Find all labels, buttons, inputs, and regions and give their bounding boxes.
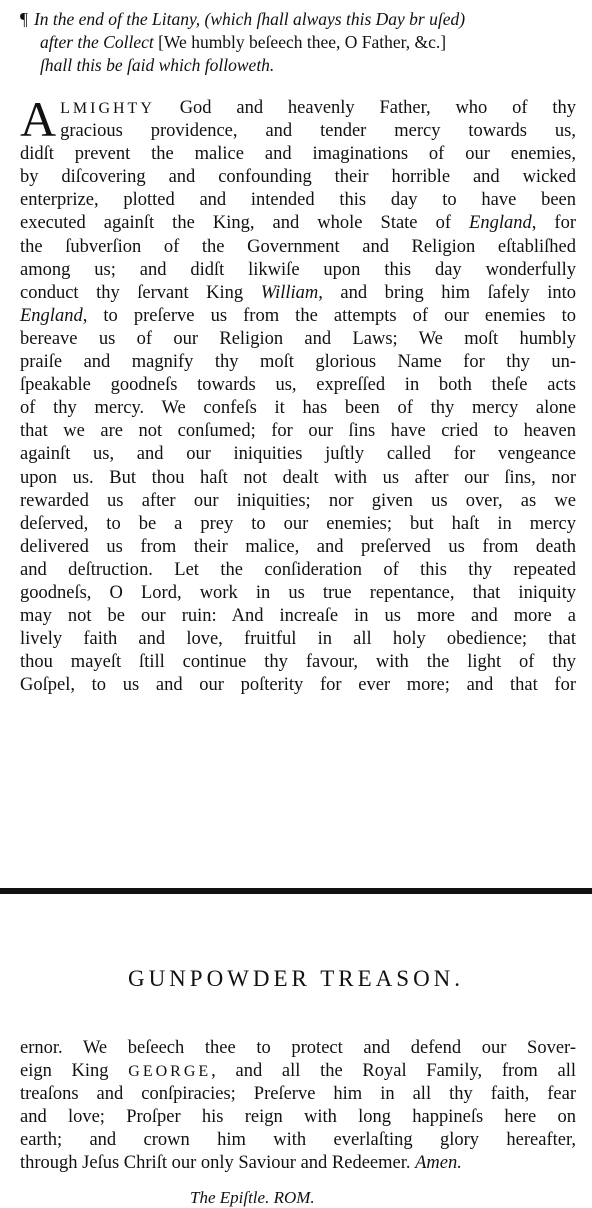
rubric-text-2a: after the Collect bbox=[40, 32, 154, 52]
prayer-line: againſt us, and our iniquities juſtly called for vengeance bbox=[20, 444, 576, 465]
prayer-text bbox=[20, 91, 576, 697]
prayer-line: rewarded us after our iniquities; nor given us over, as we bbox=[20, 490, 576, 511]
prayer-line: delivered us from their malice, and preſerved us from death bbox=[20, 536, 576, 557]
continuation-text bbox=[20, 1037, 576, 1176]
prayer-line: by diſcovering and confounding their horrible and wicked bbox=[20, 167, 576, 188]
prayer-line: thou mayeſt ſtill continue thy favour, with the light of thy bbox=[20, 652, 576, 673]
rubric-text-2b: [We humbly beſeech thee, O Father, &c.] bbox=[158, 32, 447, 52]
prayer-line bbox=[20, 282, 576, 305]
king-name: William, bbox=[260, 282, 323, 303]
text-run: , and all the Royal Family, from all bbox=[211, 1061, 576, 1082]
prayer-line bbox=[20, 212, 576, 235]
prayer-line: upon us. But thou haſt not dealt with us after our ſins, nor bbox=[20, 467, 576, 488]
prayer-line: didſt prevent the malice and imaginations of our enemies, bbox=[20, 144, 576, 165]
prayer-line: bereave us of our Religion and Laws; We moſt humbly bbox=[20, 328, 576, 349]
continuation-line: and love; Proſper his reign with long happineſs here on bbox=[20, 1107, 576, 1128]
rubric bbox=[20, 8, 576, 77]
page-divider-rule bbox=[0, 888, 592, 894]
continuation-line: ernor. We beſeech thee to protect and defend our Sover- bbox=[20, 1038, 576, 1058]
prayer-line: Goſpel, to us and our poſterity for ever more; and that for bbox=[20, 675, 576, 696]
continuation-line: treaſons and conſpiracies; Preſerve him in all thy faith, fear bbox=[20, 1084, 576, 1105]
text-run: , for bbox=[531, 213, 576, 234]
prayer-line: among us; and didſt likwiſe upon this day wonderfully bbox=[20, 259, 576, 280]
continuation-line: earth; and crown him with everlaſting glory hereafter, bbox=[20, 1130, 576, 1151]
running-head: GUNPOWDER TREASON. bbox=[127, 966, 465, 991]
place-name: England bbox=[20, 305, 83, 326]
king-name: GEORGE bbox=[128, 1063, 212, 1081]
prayer-line: of thy mercy. We confeſs it has been of thy mercy alone bbox=[20, 398, 576, 419]
continuation-line bbox=[20, 1060, 576, 1083]
prayer-line: ſpeakable goodneſs towards us, expreſſed in both theſe acts bbox=[20, 375, 576, 396]
rubric-text-1: In the end of the Litany, (which ſhall always this Day br uſed) bbox=[33, 9, 466, 29]
prayer-line: lively faith and love, fruitful in all holy obedience; that bbox=[20, 629, 576, 650]
pilcrow-icon: ¶ bbox=[20, 9, 28, 29]
text-run: , to preſerve us from the attempts of our enemies to bbox=[82, 305, 576, 326]
drop-cap: A bbox=[20, 91, 57, 147]
prayer-line bbox=[20, 97, 576, 120]
continuation-line bbox=[20, 1152, 576, 1175]
text-run: through Jeſus Chriſt our only Saviour and Redeemer. bbox=[20, 1153, 416, 1174]
prayer-line: praiſe and magnify thy moſt glorious Name for thy un- bbox=[20, 352, 576, 373]
prayer-line: that we are not conſumed; for our ſins have cried to heaven bbox=[20, 421, 576, 442]
prayer-line: may not be our ruin: And increaſe in us more and more a bbox=[20, 606, 576, 627]
catchword: The Epiſtle. ROM. bbox=[190, 1188, 315, 1207]
text-run: and bring him ſafely into bbox=[322, 282, 576, 303]
prayer-line: goodneſs, O Lord, work in us true repentance, that iniquity bbox=[20, 582, 576, 603]
text-run: conduct thy ſervant King bbox=[20, 282, 261, 303]
place-name: England bbox=[469, 213, 532, 234]
rubric-line-3: ſhall this be ſaid which followeth. bbox=[40, 55, 275, 75]
prayer-line: the ſubverſion of the Government and Religion eſtabliſhed bbox=[20, 236, 576, 257]
prayer-line: and deſtruction. Let the conſideration of this thy repeated bbox=[20, 559, 576, 580]
prayer-line: deſerved, to be a prey to our enemies; but haſt in mercy bbox=[20, 513, 576, 534]
text-run: eign King bbox=[20, 1061, 129, 1082]
rubric-line-1 bbox=[20, 8, 576, 31]
prayer-line bbox=[20, 305, 576, 328]
rubric-line-2 bbox=[20, 31, 576, 54]
prayer-line: gracious providence, and tender mercy towards us, bbox=[60, 121, 576, 142]
amen: Amen. bbox=[415, 1153, 462, 1174]
first-word: LMIGHTY bbox=[60, 100, 155, 117]
prayer-line: enterprize, plotted and intended this day to have been bbox=[20, 190, 576, 211]
prayer-line-1-rest: God and heavenly Father, who of thy bbox=[154, 98, 576, 118]
text-run: executed againſt the King, and whole State of bbox=[20, 213, 470, 234]
